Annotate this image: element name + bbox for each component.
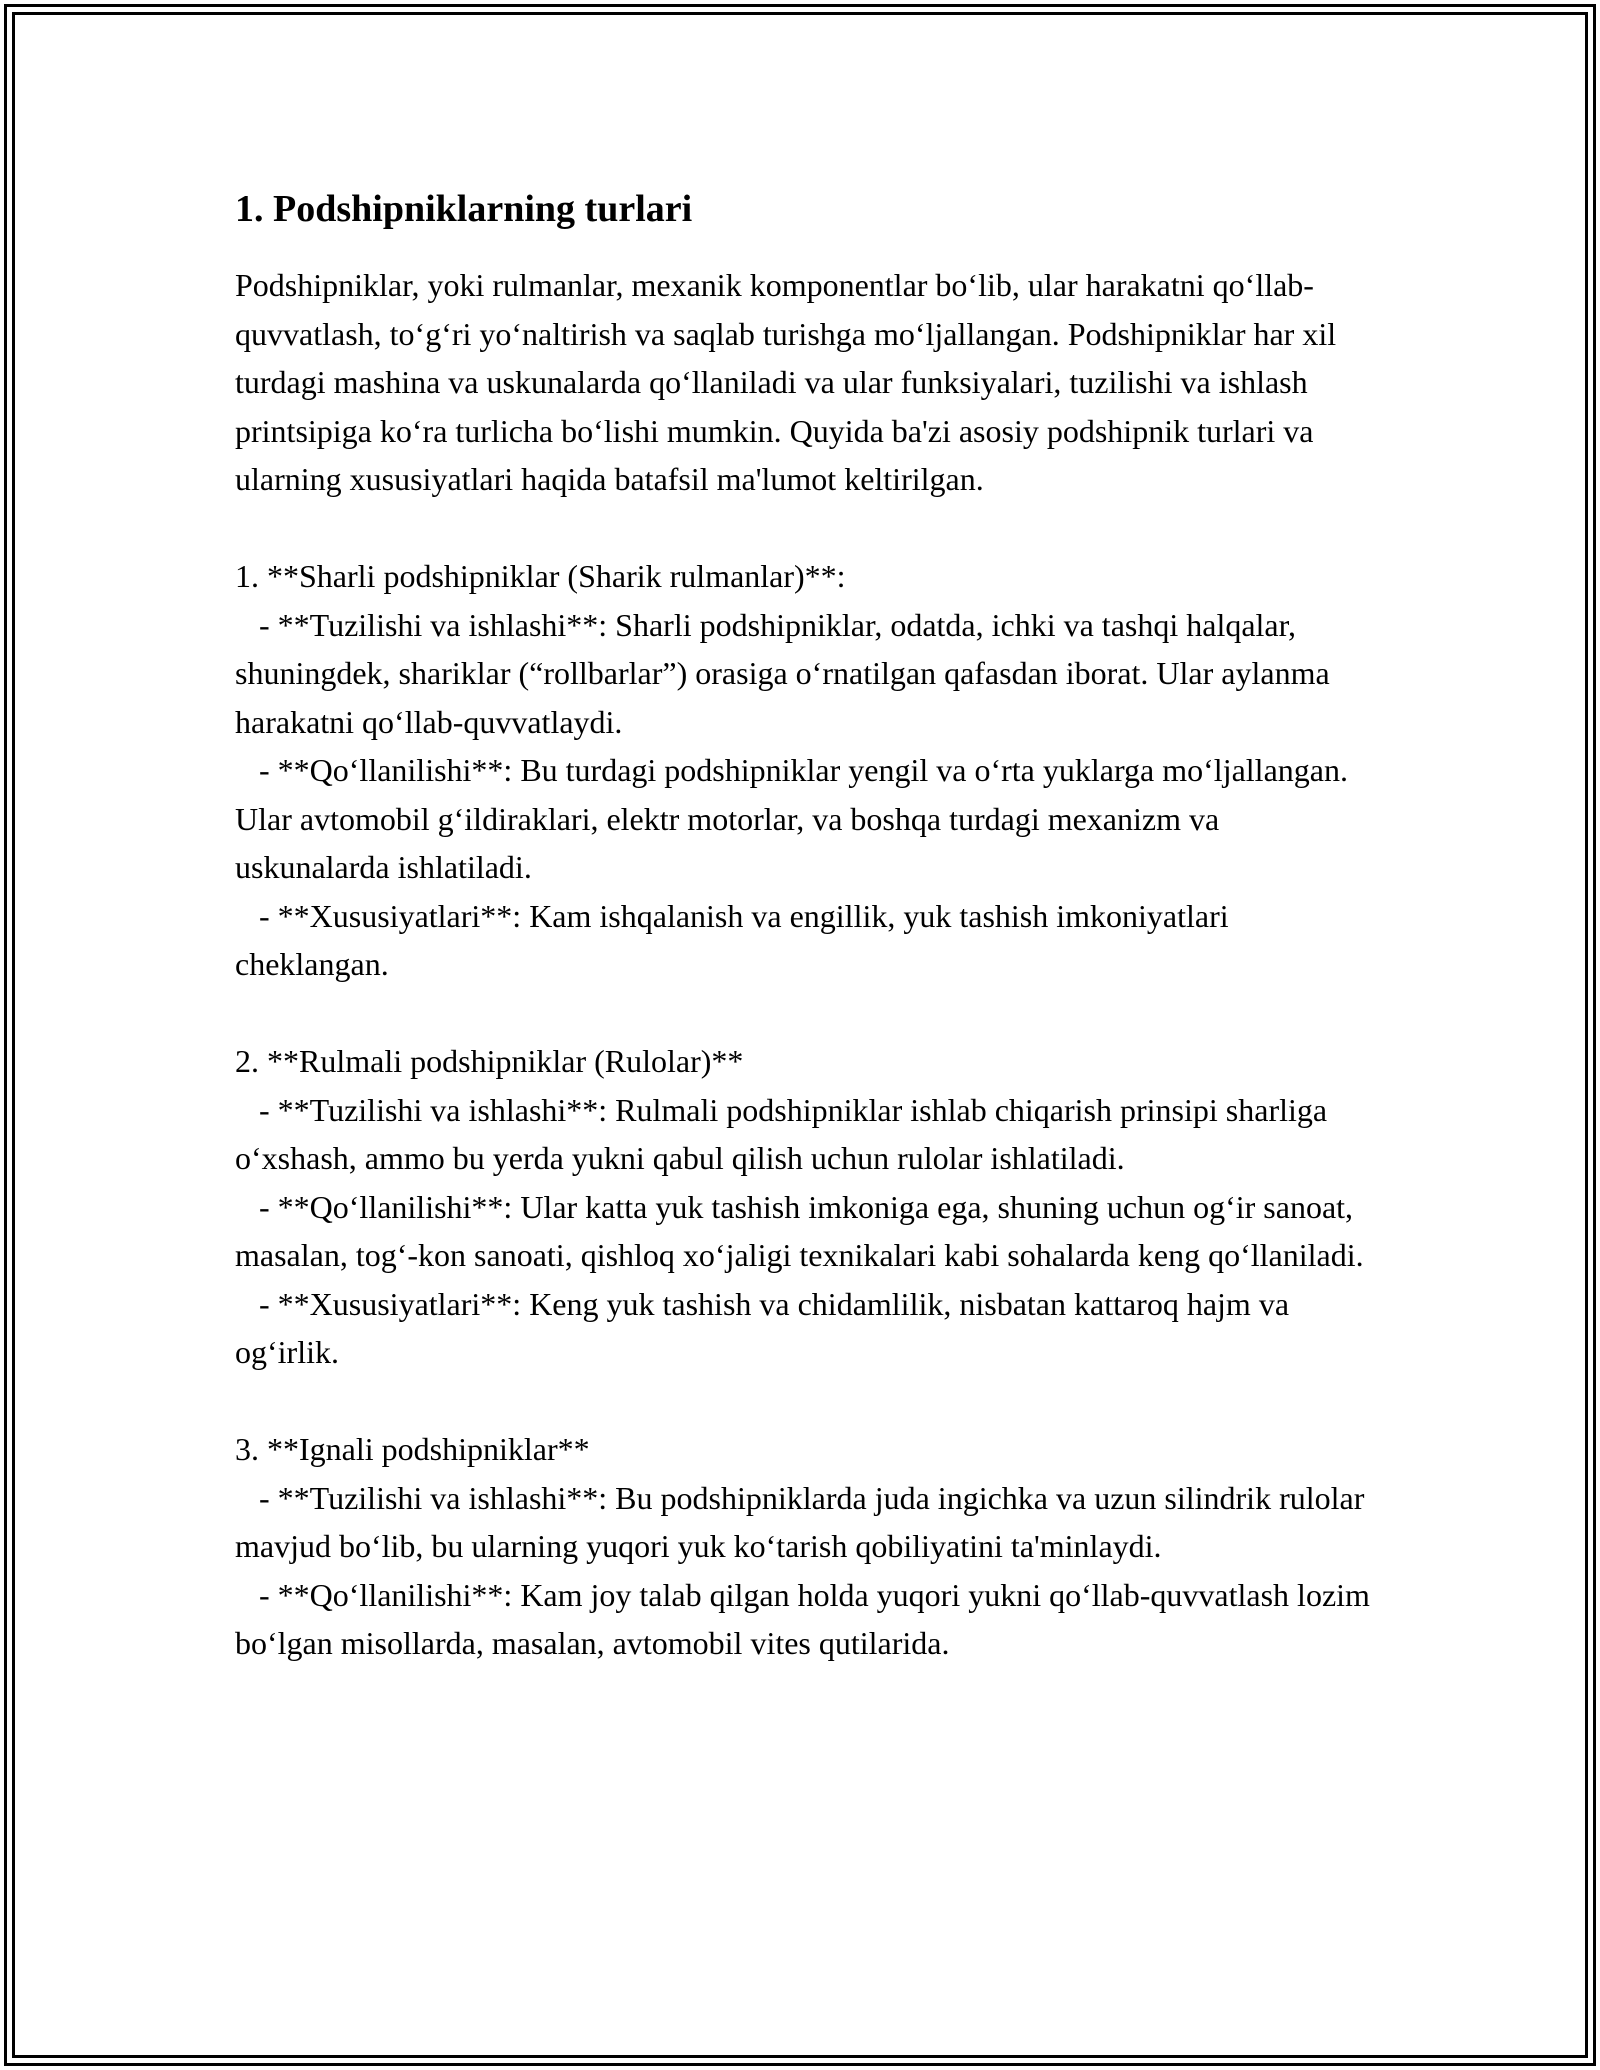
- document-body: [235, 185, 1375, 1668]
- paragraph-gap: [235, 989, 1375, 1038]
- list-item: [235, 1183, 1375, 1280]
- list-item: [235, 1571, 1375, 1668]
- page-title: 1. Podshipniklarning turlari: [235, 188, 693, 230]
- paragraph-gap: [235, 1377, 1375, 1426]
- list-item: [235, 892, 1375, 989]
- list-item: [235, 1280, 1375, 1377]
- section-sharli: [235, 552, 1375, 989]
- list-item-text: - **Qo‘llanilishi**: Bu turdagi podshipniklar yengil va o‘rta yuklarga mo‘ljallangan. Ular avtomobil g‘ildiraklari, elektr motorlar, va boshqa turdagi mexanizm va uskunalarda ishlatiladi.: [235, 752, 1348, 885]
- list-item-text: - **Xususiyatlari**: Kam ishqalanish va engillik, yuk tashish imkoniyatlari cheklangan.: [235, 897, 1229, 982]
- list-item-text: - **Qo‘llanilishi**: Ular katta yuk tashish imkoniga ega, shuning uchun og‘ir sanoat, masalan, tog‘-kon sanoati, qishloq xo‘jaligi texnikalari kabi sohalarda keng qo‘llaniladi.: [235, 1188, 1364, 1273]
- section-heading: 2. **Rulmali podshipniklar (Rulolar)**: [235, 1043, 744, 1079]
- list-item: [235, 1086, 1375, 1183]
- paragraph-gap: [235, 504, 1375, 553]
- section-heading: 1. **Sharli podshipniklar (Sharik rulmanlar)**:: [235, 558, 846, 594]
- list-item: [235, 601, 1375, 747]
- list-item-text: - **Tuzilishi va ishlashi**: Rulmali podshipniklar ishlab chiqarish prinsipi sharliga o‘xshash, ammo bu yerda yukni qabul qilish uchun rulolar ishlatiladi.: [235, 1091, 1328, 1176]
- list-item: [235, 746, 1375, 892]
- section-ignali: [235, 1425, 1375, 1668]
- list-item-text: - **Xususiyatlari**: Keng yuk tashish va chidamlilik, nisbatan kattaroq hajm va og‘irlik.: [235, 1285, 1290, 1370]
- intro-paragraph: Podshipniklar, yoki rulmanlar, mexanik komponentlar bo‘lib, ular harakatni qo‘llab-quvvatlash, to‘g‘ri yo‘naltirish va saqlab turishga mo‘ljallangan. Podshipniklar har xil turdagi mashina va uskunalarda qo‘llaniladi va ular funksiyalari, tuzilishi va ishlash printsipiga ko‘ra turlicha bo‘lishi mumkin. Quyida ba'zi asosiy podshipnik turlari va ularning xususiyatlari haqida batafsil ma'lumot keltirilgan.: [235, 267, 1337, 497]
- list-item-text: - **Qo‘llanilishi**: Kam joy talab qilgan holda yuqori yukni qo‘llab-quvvatlash lozim bo‘lgan misollarda, masalan, avtomobil vites qutilarida.: [235, 1576, 1370, 1661]
- list-item: [235, 1474, 1375, 1571]
- section-rulmali: [235, 1037, 1375, 1377]
- list-item-text: - **Tuzilishi va ishlashi**: Sharli podshipniklar, odatda, ichki va tashqi halqalar, shuningdek, shariklar (“rollbarlar”) orasiga o‘rnatilgan qafasdan iborat. Ular aylanma harakatni qo‘llab-quvvatlaydi.: [235, 606, 1330, 740]
- section-heading: 3. **Ignali podshipniklar**: [235, 1431, 590, 1467]
- list-item-text: - **Tuzilishi va ishlashi**: Bu podshipniklarda juda ingichka va uzun silindrik rulolar mavjud bo‘lib, bu ularning yuqori yuk ko‘tarish qobiliyatini ta'minlaydi.: [235, 1479, 1365, 1564]
